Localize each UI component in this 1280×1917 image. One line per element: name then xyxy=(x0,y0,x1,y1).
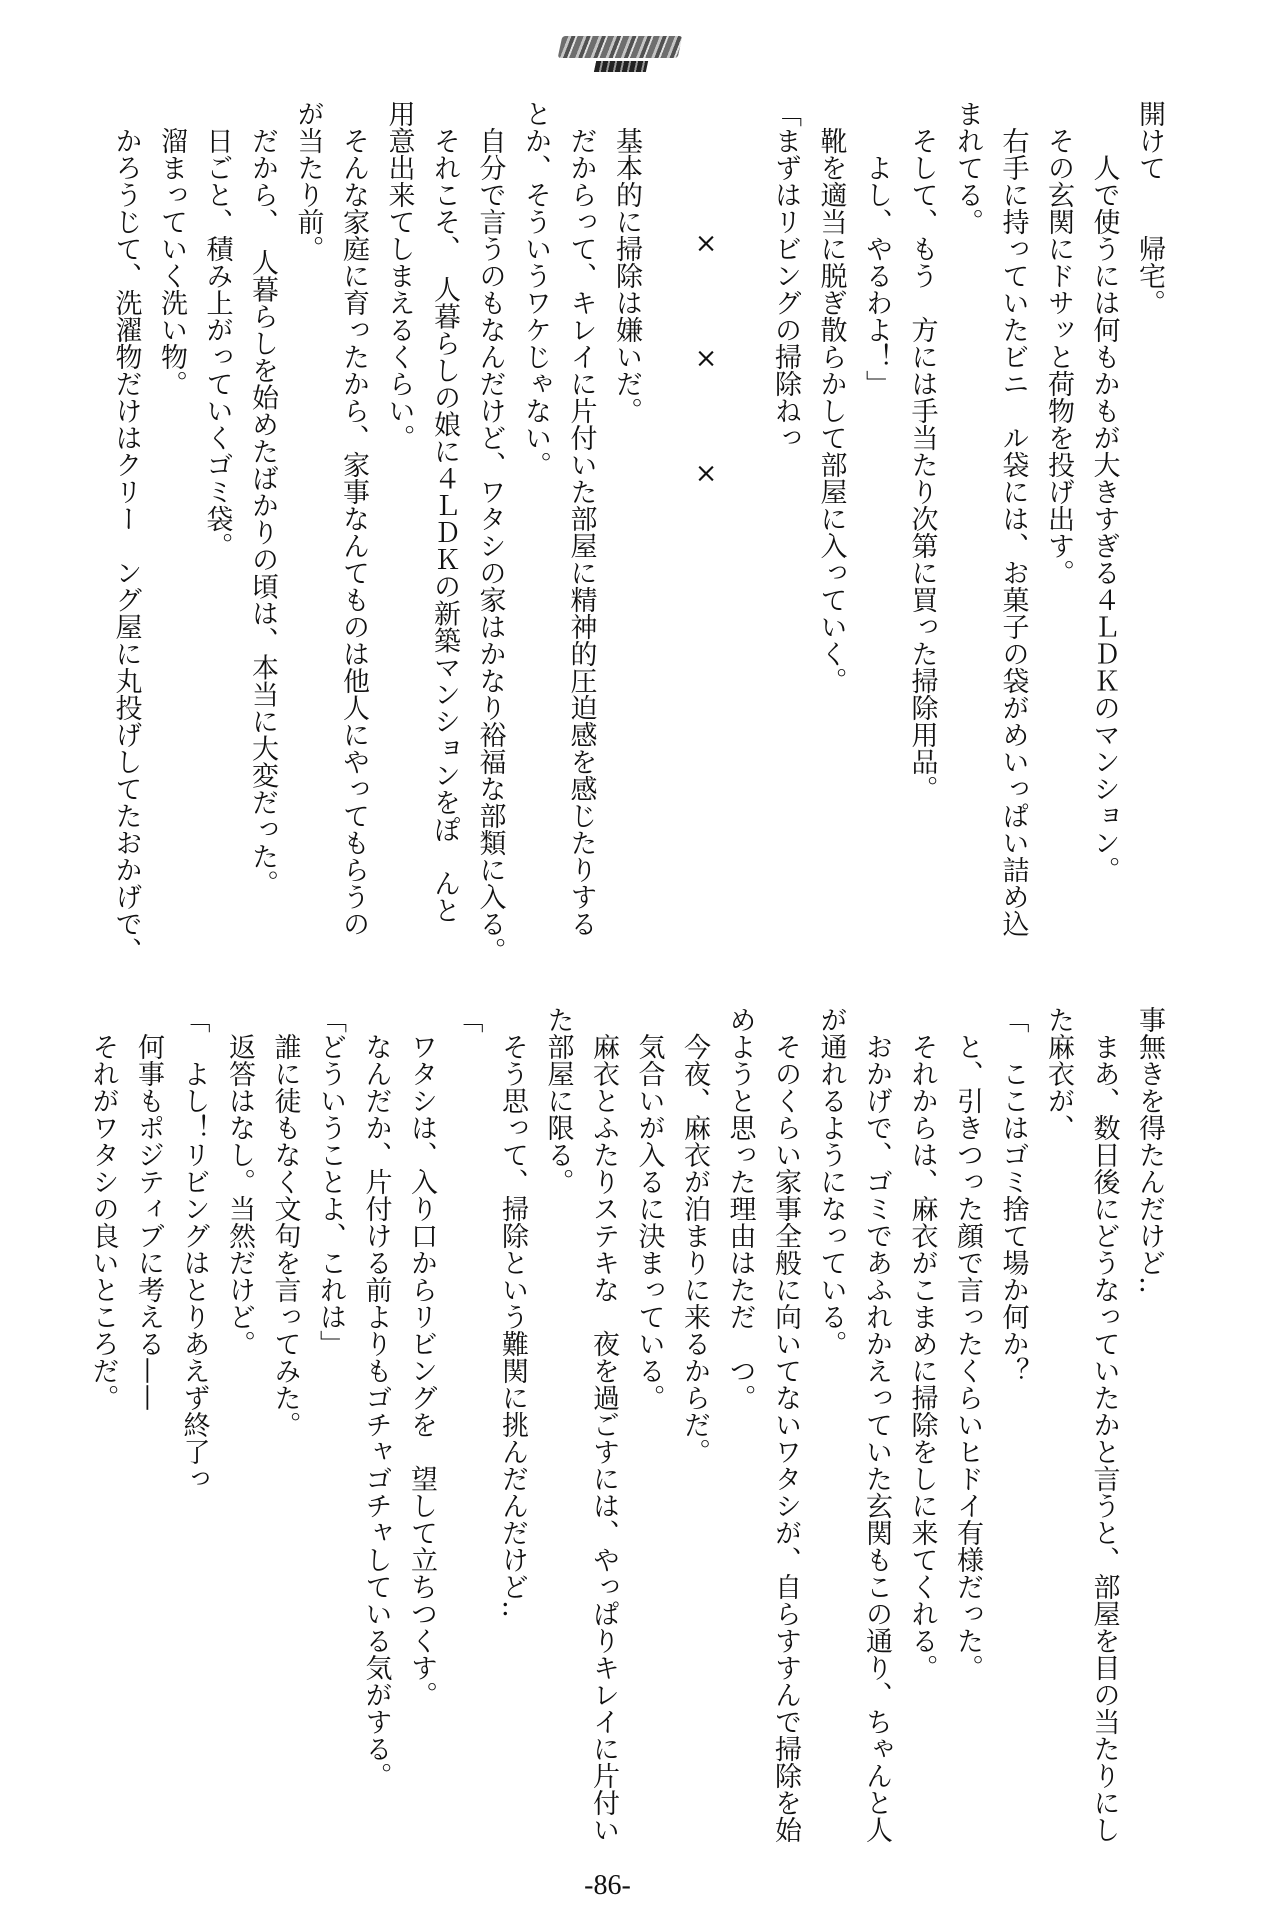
text-line: そんな家庭に育ったから、家事なんてものは他人にやってもらうの xyxy=(338,100,369,937)
text-line: そう思って、掃除という難関に挑んだんだけど‥ xyxy=(497,1006,528,1619)
text-line: 日ごと、積み上がっていくゴミ袋。 xyxy=(201,100,233,559)
text-line: だから、 人暮らしを始めたばかりの頃は、本当に大変だった。 xyxy=(247,100,278,897)
text-line: 事無きを得たんだけど‥ xyxy=(1134,1006,1165,1295)
text-line: た麻衣が、 xyxy=(1043,1006,1074,1141)
text-line: 「 xyxy=(451,1006,483,1033)
text-line: めようと思った理由はただ つ。 xyxy=(724,1006,756,1411)
text-line: なんだか、片付ける前よりもゴチャゴチャしている気がする。 xyxy=(360,1006,392,1789)
text-line: が通れるようになっている。 xyxy=(815,1006,847,1357)
text-block-lower xyxy=(80,1006,1172,1843)
text-line: 「まずはリビングの掃除ねっ xyxy=(770,100,801,451)
book-title-logo xyxy=(560,36,680,76)
text-line: かろうじて、洗濯物だけはクリー ング屋に丸投げしてたおかげで、 xyxy=(110,100,142,964)
text-line: 気合いが入るに決まっている。 xyxy=(633,1006,665,1411)
page-number: -86- xyxy=(584,1870,631,1901)
text-line: 誰に徒もなく文句を言ってみた。 xyxy=(269,1006,301,1438)
text-line: 何事もポジティブに考える—— xyxy=(133,1006,164,1411)
text-line: よし、やるわよ！」 xyxy=(861,100,892,397)
text-line: それがワタシの良いところだ。 xyxy=(87,1006,119,1411)
text-line: 麻衣とふたりステキな 夜を過ごすには、やっぱりキレイに片付い xyxy=(588,1006,619,1843)
text-line: 開けて 帰宅。 xyxy=(1134,100,1165,316)
text-line: た部屋に限る。 xyxy=(542,1006,574,1195)
text-line: と、引きつった顔で言ったくらいヒドイ有様だった。 xyxy=(952,1006,983,1681)
logo-title-art xyxy=(558,36,683,58)
text-line: それからは、麻衣がこまめに掃除をしに来てくれる。 xyxy=(906,1006,938,1681)
text-line: それこそ、 人暮らしの娘に４ＬＤＫの新築マンションをぽ んと xyxy=(429,100,460,924)
text-line: 溜まっていく洗い物。 xyxy=(156,100,187,397)
text-line: が当たり前。 xyxy=(292,100,324,262)
text-line: 右手に持っていたビニ ル袋には、お菓子の袋がめいっぱい詰め込 xyxy=(997,100,1029,937)
text-line: だからって、キレイに片付いた部屋に精神的圧迫感を感じたりする xyxy=(565,100,597,937)
scene-break-marks: ××× xyxy=(690,228,722,573)
text-line: そのくらい家事全般に向いてないワタシが、自らすすんで掃除を始 xyxy=(770,1006,801,1843)
text-line: まれてる。 xyxy=(952,100,983,235)
text-block-upper xyxy=(80,100,1172,964)
text-line: その玄関にドサッと荷物を投げ出す。 xyxy=(1043,100,1074,586)
text-line: 「 よし！リビングはとりあえず終了っ xyxy=(178,1006,210,1492)
text-line: 人で使うには何もかもが大きすぎる４ＬＤＫのマンション。 xyxy=(1088,100,1120,883)
text-line: まあ、数日後にどうなっていたかと言うと、部屋を目の当たりにし xyxy=(1088,1006,1120,1843)
text-line: 靴を適当に脱ぎ散らかして部屋に入っていく。 xyxy=(815,100,847,694)
text-line: ワタシは、入り口からリビングを 望して立ちつくす。 xyxy=(406,1006,437,1708)
text-line: 「 ここはゴミ捨て場か何か？ xyxy=(997,1006,1029,1384)
text-line: おかげで、ゴミであふれかえっていた玄関もこの通り、ちゃんと人 xyxy=(861,1006,892,1843)
text-line: とか、そういうワケじゃない。 xyxy=(520,100,551,478)
text-line: 今夜、麻衣が泊まりに来るからだ。 xyxy=(679,1006,710,1465)
text-line: 自分で言うのもなんだけど、ワタシの家はかなり裕福な部類に入る。 xyxy=(474,100,506,964)
logo-subtitle-art xyxy=(594,61,648,72)
text-line: そして、もう 方には手当たり次第に買った掃除用品。 xyxy=(906,100,938,802)
text-line: 基本的に掃除は嫌いだ。 xyxy=(611,100,642,424)
text-line: 返答はなし。当然だけど。 xyxy=(224,1006,255,1357)
text-line: 用意出来てしまえるくらい。 xyxy=(383,100,415,451)
text-line: 「どういうことよ、これは」 xyxy=(315,1006,346,1357)
